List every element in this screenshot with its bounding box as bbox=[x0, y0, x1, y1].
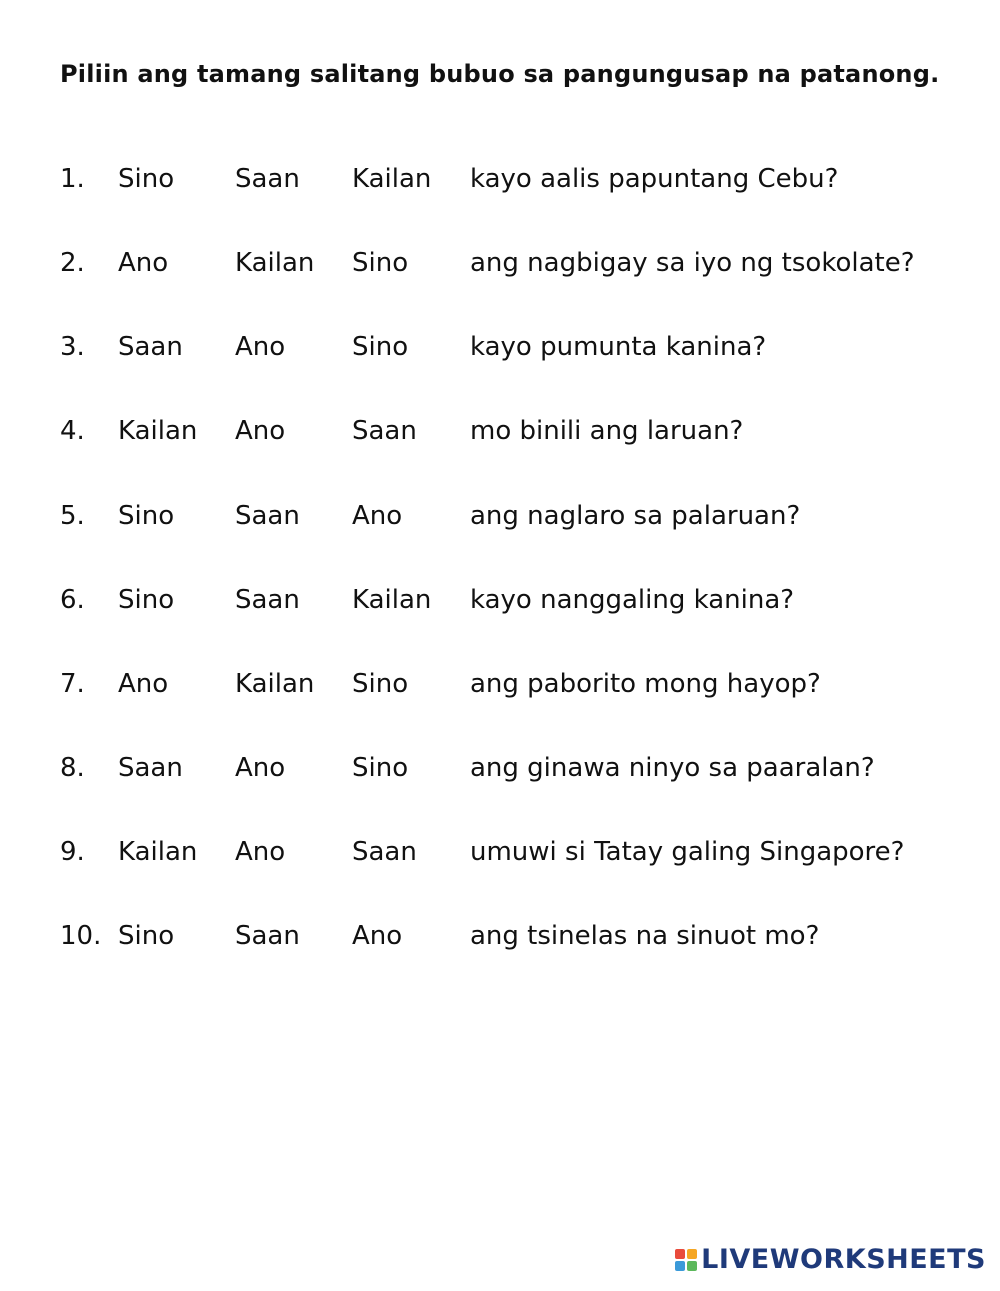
question-stem: mo binili ang laruan? bbox=[470, 416, 744, 446]
question-stem: kayo aalis papuntang Cebu? bbox=[470, 164, 839, 194]
choice-option[interactable]: Saan bbox=[235, 164, 300, 194]
question-row-4 bbox=[0, 411, 1000, 451]
question-row-5 bbox=[0, 496, 1000, 536]
question-stem: kayo nanggaling kanina? bbox=[470, 585, 795, 615]
choice-option[interactable]: Ano bbox=[118, 669, 169, 699]
question-stem: ang tsinelas na sinuot mo? bbox=[470, 921, 820, 951]
choice-option[interactable]: Sino bbox=[352, 332, 409, 362]
choice-option[interactable]: Saan bbox=[352, 416, 417, 446]
question-stem: umuwi si Tatay galing Singapore? bbox=[470, 837, 905, 867]
choice-option[interactable]: Sino bbox=[118, 585, 175, 615]
question-row-3 bbox=[0, 327, 1000, 367]
choice-option[interactable]: Kailan bbox=[352, 164, 432, 194]
choice-option[interactable]: Sino bbox=[352, 248, 409, 278]
choice-option[interactable]: Saan bbox=[235, 921, 300, 951]
question-row-6 bbox=[0, 580, 1000, 620]
question-row-9 bbox=[0, 832, 1000, 872]
question-number: 9. bbox=[60, 837, 85, 867]
logo-square bbox=[687, 1261, 697, 1271]
choice-option[interactable]: Ano bbox=[235, 837, 286, 867]
question-number: 6. bbox=[60, 585, 85, 615]
question-row-2 bbox=[0, 243, 1000, 283]
question-stem: ang nagbigay sa iyo ng tsokolate? bbox=[470, 248, 915, 278]
logo-square bbox=[675, 1249, 685, 1259]
choice-option[interactable]: Sino bbox=[352, 753, 409, 783]
liveworksheets-logo bbox=[675, 1243, 986, 1277]
question-stem: ang ginawa ninyo sa paaralan? bbox=[470, 753, 875, 783]
question-number: 1. bbox=[60, 164, 85, 194]
choice-option[interactable]: Kailan bbox=[352, 585, 432, 615]
brand-name: LIVEWORKSHEETS bbox=[701, 1244, 986, 1275]
choice-option[interactable]: Saan bbox=[118, 332, 183, 362]
choice-option[interactable]: Ano bbox=[235, 416, 286, 446]
question-row-1 bbox=[0, 159, 1000, 199]
question-number: 2. bbox=[60, 248, 85, 278]
choice-option[interactable]: Ano bbox=[352, 501, 403, 531]
question-number: 7. bbox=[60, 669, 85, 699]
choice-option[interactable]: Saan bbox=[235, 501, 300, 531]
choice-option[interactable]: Ano bbox=[118, 248, 169, 278]
instruction-heading: Piliin ang tamang salitang bubuo sa pangungusap na patanong. bbox=[60, 60, 940, 88]
choice-option[interactable]: Kailan bbox=[235, 248, 315, 278]
choice-option[interactable]: Saan bbox=[352, 837, 417, 867]
choice-option[interactable]: Kailan bbox=[118, 837, 198, 867]
question-number: 3. bbox=[60, 332, 85, 362]
choice-option[interactable]: Ano bbox=[235, 753, 286, 783]
logo-square bbox=[687, 1249, 697, 1259]
choice-option[interactable]: Ano bbox=[235, 332, 286, 362]
logo-square bbox=[675, 1261, 685, 1271]
question-stem: ang naglaro sa palaruan? bbox=[470, 501, 801, 531]
choice-option[interactable]: Sino bbox=[118, 501, 175, 531]
choice-option[interactable]: Sino bbox=[352, 669, 409, 699]
choice-option[interactable]: Saan bbox=[235, 585, 300, 615]
question-row-7 bbox=[0, 664, 1000, 704]
question-stem: kayo pumunta kanina? bbox=[470, 332, 767, 362]
choice-option[interactable]: Sino bbox=[118, 921, 175, 951]
choice-option[interactable]: Sino bbox=[118, 164, 175, 194]
question-row-10 bbox=[0, 916, 1000, 956]
question-number: 10. bbox=[60, 921, 102, 951]
choice-option[interactable]: Kailan bbox=[235, 669, 315, 699]
choice-option[interactable]: Ano bbox=[352, 921, 403, 951]
choice-option[interactable]: Saan bbox=[118, 753, 183, 783]
question-number: 5. bbox=[60, 501, 85, 531]
question-row-8 bbox=[0, 748, 1000, 788]
choice-option[interactable]: Kailan bbox=[118, 416, 198, 446]
question-stem: ang paborito mong hayop? bbox=[470, 669, 821, 699]
question-number: 4. bbox=[60, 416, 85, 446]
liveworksheets-mark-icon bbox=[675, 1249, 697, 1271]
question-number: 8. bbox=[60, 753, 85, 783]
